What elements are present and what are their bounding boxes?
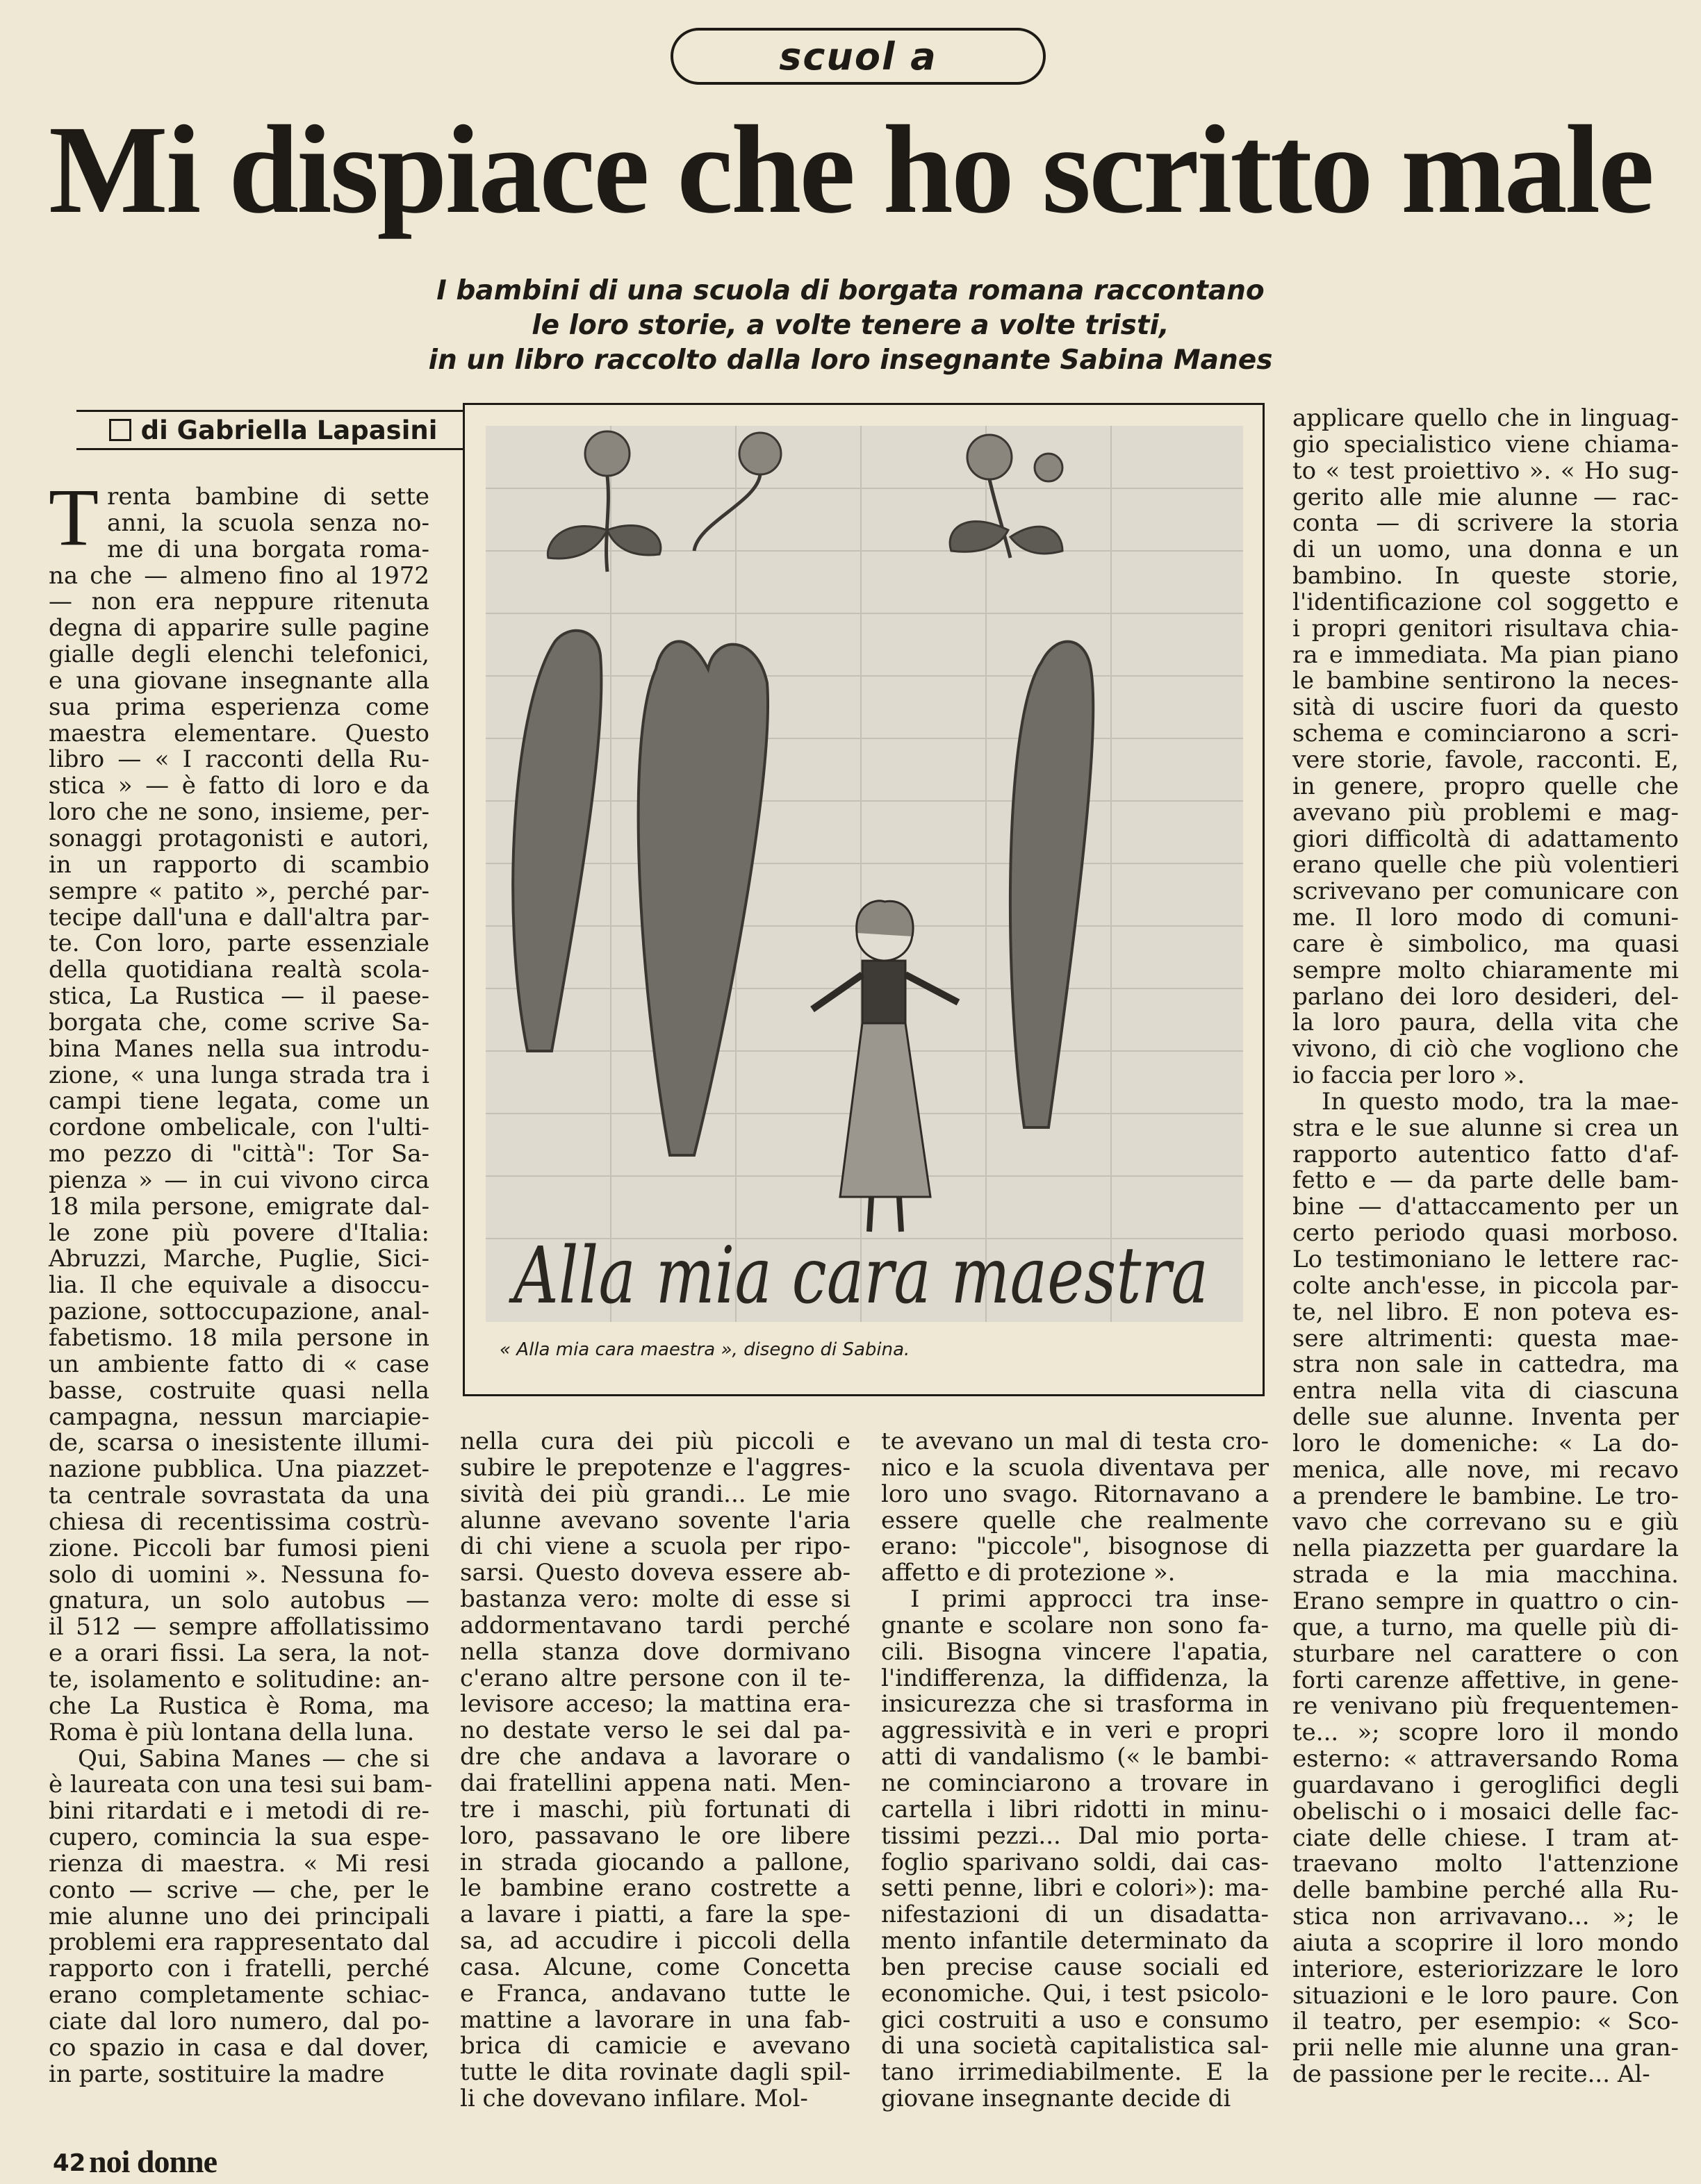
text-line: il 512 — sempre affollatissimo (49, 1613, 429, 1641)
subtitle-line: in un libro raccolto dalla loro insegnante Sabina Manes (428, 345, 1273, 376)
text-line: schema e cominciarono a scri- (1292, 720, 1679, 748)
text-line: borgata che, come scrive Sa- (49, 1008, 429, 1036)
text-line: aiuta a scoprire il loro mondo (1292, 1928, 1679, 1957)
headline: Mi dispiace che ho scritto male (49, 100, 1652, 240)
text-line: to « test proiettivo ». « Ho sug- (1292, 456, 1679, 485)
text-line: traevano molto l'attenzione (1292, 1850, 1679, 1878)
text-line: te, nel libro. E non poteva es- (1292, 1298, 1679, 1326)
text-line: renta bambine di sette (107, 483, 429, 511)
text-line: levisore acceso; la mattina era- (460, 1690, 850, 1719)
text-line: un ambiente fatto di « case (49, 1350, 429, 1378)
text-line: le bambine sentirono la neces- (1292, 667, 1679, 695)
text-line: giori difficoltà di adattamento (1292, 825, 1679, 853)
text-line: gerito alle mie alunne — rac- (1292, 483, 1679, 511)
text-line: giovane insegnante decide di (881, 2085, 1231, 2113)
text-line: conto — scrive — che, per le (49, 1876, 429, 1904)
drop-cap: T (49, 472, 99, 563)
figure (463, 403, 1265, 1396)
text-line: ciate dal loro numero, dal po- (49, 2007, 429, 2035)
text-line: Erano sempre in quattro o cin- (1292, 1587, 1679, 1615)
text-line: pienza » — in cui vivono circa (49, 1166, 429, 1194)
text-line: sua prima esperienza come (49, 693, 429, 721)
text-line: addormentavano tardi perché (460, 1611, 850, 1639)
text-line: tutte le dita rovinate dagli spil- (460, 2058, 850, 2087)
text-line: a prendere le bambine. Le tro- (1292, 1482, 1679, 1510)
text-line: la loro paura, della vita che (1292, 1009, 1679, 1037)
text-line: I primi approcci tra inse- (910, 1585, 1269, 1614)
text-line: maestra elementare. Questo (49, 719, 429, 747)
text-line: a lavare i piatti, a fare la spe- (460, 1901, 850, 1929)
text-line: sempre « patito », perché par- (49, 877, 429, 905)
text-line: dre che andava a lavorare o (460, 1743, 850, 1771)
text-line: nella cura dei più piccoli e (460, 1428, 850, 1455)
text-line: Qui, Sabina Manes — che si (78, 1744, 429, 1773)
text-line: ben precise cause sociali ed (881, 1953, 1269, 1981)
text-line: tissimi pezzi... Dal mio porta- (881, 1821, 1269, 1850)
text-line: — non era neppure ritenuta (49, 588, 429, 616)
text-line: in un rapporto di scambio (49, 850, 429, 879)
text-line: avevano più problemi e mag- (1292, 798, 1679, 827)
text-line: di un uomo, una donna e un (1292, 536, 1679, 564)
text-line: delle sue alunne. Inventa per (1292, 1403, 1679, 1432)
text-line: colte anch'esse, in piccola par- (1292, 1271, 1679, 1300)
text-line: certo periodo quasi morboso. (1292, 1219, 1679, 1248)
text-line: erano: "piccole", bisognose di (881, 1532, 1269, 1561)
text-line: scrivevano per comunicare con (1292, 877, 1679, 906)
text-line: stra e le sue alunne si crea un (1292, 1114, 1679, 1142)
text-line: ne cominciarono a trovare in (881, 1769, 1269, 1797)
text-line: cupero, comincia la sua espe- (49, 1823, 429, 1852)
byline-author: di Gabriella Lapasini (140, 415, 438, 445)
text-line: sempre molto chiaramente mi (1292, 956, 1679, 984)
text-line: de, scarsa o inesistente illumi- (49, 1429, 429, 1457)
text-line: menica, alle nove, mi recavo (1292, 1455, 1679, 1484)
text-line: io faccia per loro ». (1292, 1061, 1525, 1090)
text-line: e Franca, andavano tutte le (460, 1979, 850, 2008)
text-line: affetto e di protezione ». (881, 1559, 1176, 1587)
text-line: vere storie, favole, racconti. E, (1292, 745, 1679, 774)
subtitle-line: I bambini di una scuola di borgata romana raccontano (436, 275, 1265, 306)
text-line: forti carenze affettive, in gene- (1292, 1666, 1679, 1694)
byline (76, 410, 470, 450)
text-line: tre i maschi, più fortunati di (460, 1795, 850, 1823)
text-line: economiche. Qui, i test psicolo- (881, 1979, 1269, 2008)
text-line: in strada giocando a pallone, (460, 1848, 850, 1876)
text-line: Lo testimoniano le lettere rac- (1292, 1246, 1679, 1273)
text-line: erano quelle che più volentieri (1292, 851, 1679, 879)
text-line: te. Con loro, parte essenziale (49, 929, 429, 958)
text-line: dai fratellini appena nati. Men- (460, 1769, 850, 1797)
text-line: bina Manes nella sua introdu- (49, 1034, 429, 1063)
text-line: sità di uscire fuori da questo (1292, 693, 1679, 722)
text-line: insicurezza che si trasforma in (881, 1690, 1269, 1719)
text-line: è laureata con una tesi sui bam- (49, 1771, 433, 1799)
text-line: Roma è più lontana della luna. (49, 1718, 415, 1746)
section-tag: scuol a (671, 28, 1046, 85)
subtitle-line: le loro storie, a volte tenere a volte tristi, (532, 310, 1169, 341)
text-line: casa. Alcune, come Concetta (460, 1953, 850, 1981)
text-line: me di una borgata roma- (107, 535, 429, 563)
text-line: di chi viene a scuola per ripo- (460, 1532, 850, 1561)
text-line: re venivano più frequentemen- (1292, 1692, 1679, 1721)
text-line: nella stanza dove dormivano (460, 1637, 850, 1666)
text-line: sa, ad accudire i piccoli della (460, 1927, 850, 1955)
text-line: gici costruiti a uso e consumo (881, 2005, 1269, 2034)
text-line: conta — di scrivere la storia (1292, 509, 1679, 538)
text-line: il teatro, per esempio: « Sco- (1292, 2008, 1679, 2036)
text-line: degna di apparire sulle pagine (49, 614, 429, 643)
article-column-2 (460, 1429, 850, 2112)
text-line: alunne avevano sovente l'aria (460, 1506, 850, 1534)
text-line: li che dovevano infilare. Mol- (460, 2085, 808, 2113)
text-line: i propri genitori risultava chia- (1292, 614, 1679, 643)
text-line: me. Il loro modo di comuni- (1292, 904, 1679, 932)
text-line: mie alunne uno dei principali (49, 1902, 429, 1930)
text-line: setti penne, libri e colori»): ma- (881, 1874, 1269, 1903)
text-line: e a orari fissi. La sera, la not- (49, 1639, 429, 1668)
text-line: obelischi o i mosaici delle fac- (1292, 1797, 1679, 1826)
text-line: foglio sparivano soldi, dai cas- (881, 1848, 1269, 1876)
text-line: mattine a lavorare in una fab- (460, 2005, 850, 2034)
child-drawing (486, 426, 1243, 1322)
text-line: sonaggi protagonisti e autori, (49, 824, 429, 852)
text-line: bastanza vero: molte di esse si (460, 1585, 850, 1614)
text-line: In questo modo, tra la mae- (1322, 1087, 1679, 1116)
text-line: mento infantile determinato da (881, 1927, 1269, 1955)
text-line: stica, La Rustica — il paese- (49, 982, 429, 1011)
text-line: te avevano un mal di testa cro- (881, 1428, 1269, 1455)
text-line: campi tiene legata, come un (49, 1087, 429, 1116)
text-line: vivono, di ciò che vogliono che (1292, 1035, 1679, 1064)
text-line: stica » — è fatto di loro e da (49, 772, 429, 800)
text-line: bambino. In queste storie, (1292, 562, 1679, 590)
text-line: tano irrimediabilmente. E la (881, 2058, 1269, 2087)
text-line: mo pezzo di "città": Tor Sa- (49, 1140, 429, 1168)
text-line: ra e immediata. Ma pian piano (1292, 640, 1679, 669)
text-line: rienza di maestra. « Mi resi (49, 1849, 429, 1878)
text-line: gialle degli elenchi telefonici, (49, 640, 429, 669)
text-line: Abruzzi, Marche, Puglie, Sici- (49, 1245, 429, 1273)
subtitle (0, 274, 1701, 378)
text-line: bine — d'attaccamento per un (1292, 1193, 1679, 1221)
text-line: le zone più povere d'Italia: (49, 1218, 429, 1247)
text-line: ta centrale sovrastata da una (49, 1482, 429, 1510)
article-column-4 (1292, 406, 1679, 2088)
text-line: tecipe dall'una e dall'altra par- (49, 903, 429, 932)
text-line: bini ritardati e i metodi di re- (49, 1797, 429, 1826)
text-line: campagna, nessun marciapie- (49, 1403, 429, 1431)
text-line: loro uno svago. Ritornavano a (881, 1480, 1269, 1508)
text-line: atti di vandalismo (« le bambi- (881, 1743, 1269, 1771)
text-line: anni, la scuola senza no- (107, 508, 429, 537)
square-icon (109, 419, 131, 441)
text-line: gnatura, un solo autobus — (49, 1587, 429, 1615)
text-line: l'indifferenza, la diffidenza, la (881, 1664, 1269, 1692)
text-line: esterno: « attraversando Roma (1292, 1745, 1679, 1773)
text-line: lia. Il che equivale a disoccu- (49, 1271, 429, 1300)
text-line: te... »; scopre loro il mondo (1292, 1719, 1679, 1747)
text-line: pazione, sottoccupazione, anal- (49, 1298, 429, 1326)
text-line: fetto e — da parte delle bam- (1292, 1166, 1679, 1195)
text-line: l'identificazione col soggetto e (1292, 588, 1679, 616)
text-line: sere altrimenti: questa mae- (1292, 1324, 1679, 1352)
text-line: e una giovane insegnante alla (49, 666, 429, 695)
text-line: che La Rustica è Roma, ma (49, 1691, 429, 1720)
text-line: cordone ombelicale, con l'ulti- (49, 1114, 429, 1142)
text-line: della quotidiana realtà scola- (49, 956, 429, 984)
text-line: subire le prepotenze e l'aggres- (460, 1453, 850, 1482)
text-line: rapporto con i fratelli, perché (49, 1955, 429, 1983)
text-line: stra non sale in cattedra, ma (1292, 1350, 1679, 1379)
text-line: gnante e scolare non sono fa- (881, 1611, 1269, 1639)
text-line: delle bambine perché alla Ru- (1292, 1876, 1679, 1905)
text-line: sività dei più grandi... Le mie (460, 1480, 850, 1508)
figure-caption: « Alla mia cara maestra », disegno di Sabina. (500, 1339, 910, 1360)
text-line: applicare quello che in linguag- (1292, 404, 1679, 432)
text-line: sturbare nel carattere o con (1292, 1639, 1679, 1668)
text-line: vavo che correvano su e giù (1292, 1508, 1679, 1537)
text-line: co spazio in casa e dal dover, (49, 2033, 429, 2062)
text-line: nico e la scuola diventava per (881, 1453, 1269, 1482)
text-line: 18 mila persone, emigrate dal- (49, 1192, 429, 1221)
text-line: parlano dei loro desideri, del- (1292, 982, 1679, 1011)
text-line: le bambine erano costrette a (460, 1874, 850, 1903)
text-line: in parte, sostituire la madre (49, 2060, 385, 2088)
text-line: libro — « I racconti della Ru- (49, 745, 429, 774)
text-line: essere quelle che realmente (881, 1506, 1269, 1534)
text-line: basse, costruite quasi nella (49, 1376, 429, 1405)
text-line: loro che ne sono, insieme, per- (49, 798, 429, 827)
text-line: nifestazioni di un disadatta- (881, 1901, 1269, 1929)
text-line: rapporto autentico fatto d'af- (1292, 1140, 1679, 1168)
text-line: na che — almeno fino al 1972 (49, 561, 429, 590)
text-line: di una società capitalistica sal- (881, 2032, 1269, 2060)
text-line: ciate delle chiese. I tram at- (1292, 1823, 1679, 1852)
text-line: problemi era rappresentato dal (49, 1928, 429, 1957)
text-line: que, a turno, ma quelle più di- (1292, 1613, 1679, 1641)
text-line: no destate verso le sei dal pa- (460, 1716, 850, 1745)
text-line: strada e la mia macchina. (1292, 1561, 1679, 1589)
text-line: prii nelle mie alunne una gran- (1292, 2034, 1679, 2062)
handwritten-dedication: Alla mia cara maestra (508, 1231, 1208, 1321)
text-line: guardavano i geroglifici degli (1292, 1771, 1679, 1799)
text-line: zione, « una lunga strada tra i (49, 1061, 429, 1089)
text-line: care è simbolico, ma quasi (1292, 929, 1679, 958)
text-line: gio specialistico viene chiama- (1292, 430, 1679, 458)
text-line: sarsi. Questo doveva essere ab- (460, 1559, 850, 1587)
text-line: stica non arrivavano... »; le (1292, 1903, 1679, 1931)
text-line: entra nella vita di ciascuna (1292, 1377, 1679, 1405)
text-line: nella piazzetta per guardare la (1292, 1534, 1679, 1563)
text-line: solo di uomini ». Nessuna fo- (49, 1560, 429, 1589)
article-column-1 (49, 472, 433, 2088)
text-line: situazioni e le loro paure. Con (1292, 1981, 1679, 2010)
text-line: chiesa di recentissima costrù- (49, 1507, 429, 1536)
text-line: fabetismo. 18 mila persone in (49, 1324, 429, 1352)
text-line: brica di camicie e avevano (460, 2032, 850, 2060)
text-line: cili. Bisogna vincere l'apatia, (881, 1637, 1269, 1666)
text-line: interiore, esteriorizzare le loro (1292, 1955, 1679, 1983)
page-number: 42 (53, 2149, 86, 2177)
text-line: erano completamente schiac- (49, 1981, 429, 2010)
text-line: c'erano altre persone con il te- (460, 1664, 850, 1692)
text-line: zione. Piccoli bar fumosi pieni (49, 1534, 429, 1562)
text-line: te, isolamento e solitudine: an- (49, 1665, 429, 1694)
magazine-logo: noi donne (89, 2144, 217, 2179)
text-line: aggressività e in veri e propri (881, 1716, 1269, 1745)
text-line: in genere, propro quelle che (1292, 772, 1679, 800)
text-line: loro le domeniche: « La do- (1292, 1429, 1679, 1457)
text-line: loro, passavano le ore libere (460, 1821, 850, 1850)
text-line: nazione pubblica. Una piazzet- (49, 1455, 429, 1484)
text-line: cartella i libri ridotti in minu- (881, 1795, 1269, 1823)
text-line: de passione per le recite... Al- (1292, 2060, 1650, 2089)
article-column-3 (881, 1429, 1269, 2112)
